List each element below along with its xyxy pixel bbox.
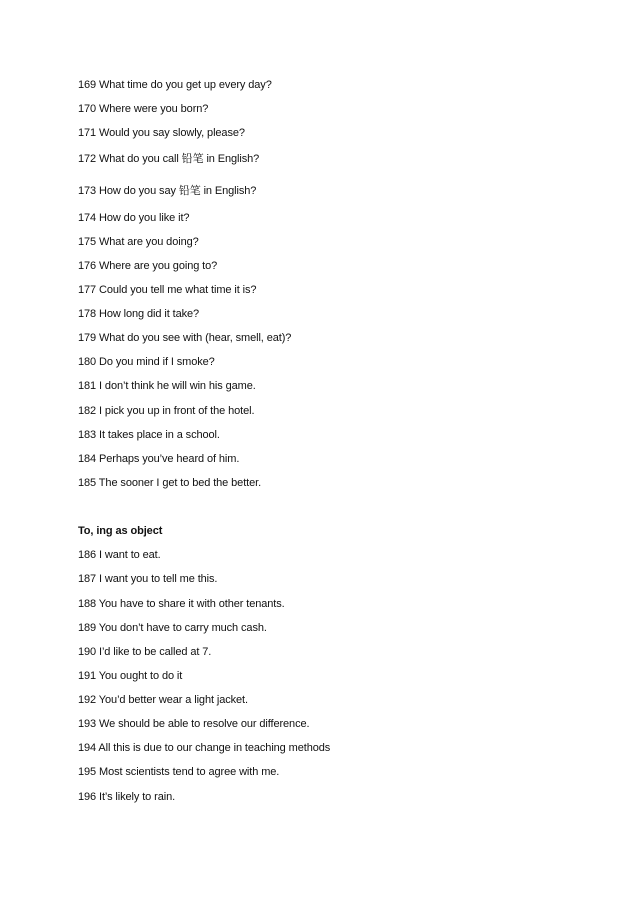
sentence-line: 192 You’d better wear a light jacket. [78, 694, 248, 706]
sentence-line: 190 I’d like to be called at 7. [78, 646, 212, 658]
sentence-line: 187 I want you to tell me this. [78, 573, 218, 585]
sentence-line: 193 We should be able to resolve our difference. [78, 718, 310, 730]
sentence-line: 189 You don’t have to carry much cash. [78, 622, 267, 634]
sentence-line: 177 Could you tell me what time it is? [78, 284, 257, 296]
sentence-line: 176 Where are you going to? [78, 260, 218, 272]
sentence-line: 170 Where were you born? [78, 103, 209, 115]
sentence-line: 173 How do you say 铅笔 in English? [78, 185, 257, 197]
sentence-line: 180 Do you mind if I smoke? [78, 356, 215, 368]
sentence-line: 174 How do you like it? [78, 212, 190, 224]
sentence-line: 181 I don’t think he will win his game. [78, 380, 256, 392]
sentence-line: 185 The sooner I get to bed the better. [78, 477, 262, 489]
sentence-line: 175 What are you doing? [78, 236, 199, 248]
sentence-line: 169 What time do you get up every day? [78, 79, 272, 91]
sentence-line: 191 You ought to do it [78, 670, 183, 682]
sentence-line: 196 It’s likely to rain. [78, 791, 176, 803]
sentence-line: 178 How long did it take? [78, 308, 200, 320]
sentence-line: 172 What do you call 铅笔 in English? [78, 153, 260, 165]
sentence-line: 183 It takes place in a school. [78, 429, 220, 441]
sentence-line: 171 Would you say slowly, please? [78, 127, 245, 139]
sentence-line: 184 Perhaps you’ve heard of him. [78, 453, 240, 465]
sentence-line: 182 I pick you up in front of the hotel. [78, 405, 255, 417]
sentence-line: 195 Most scientists tend to agree with me. [78, 766, 280, 778]
sentence-line: 179 What do you see with (hear, smell, eat)? [78, 332, 292, 344]
sentence-line: 194 All this is due to our change in teaching methods [78, 742, 331, 754]
sentence-line: 188 You have to share it with other tenants. [78, 598, 285, 610]
section-heading: To, ing as object [78, 525, 163, 537]
sentence-line: 186 I want to eat. [78, 549, 161, 561]
